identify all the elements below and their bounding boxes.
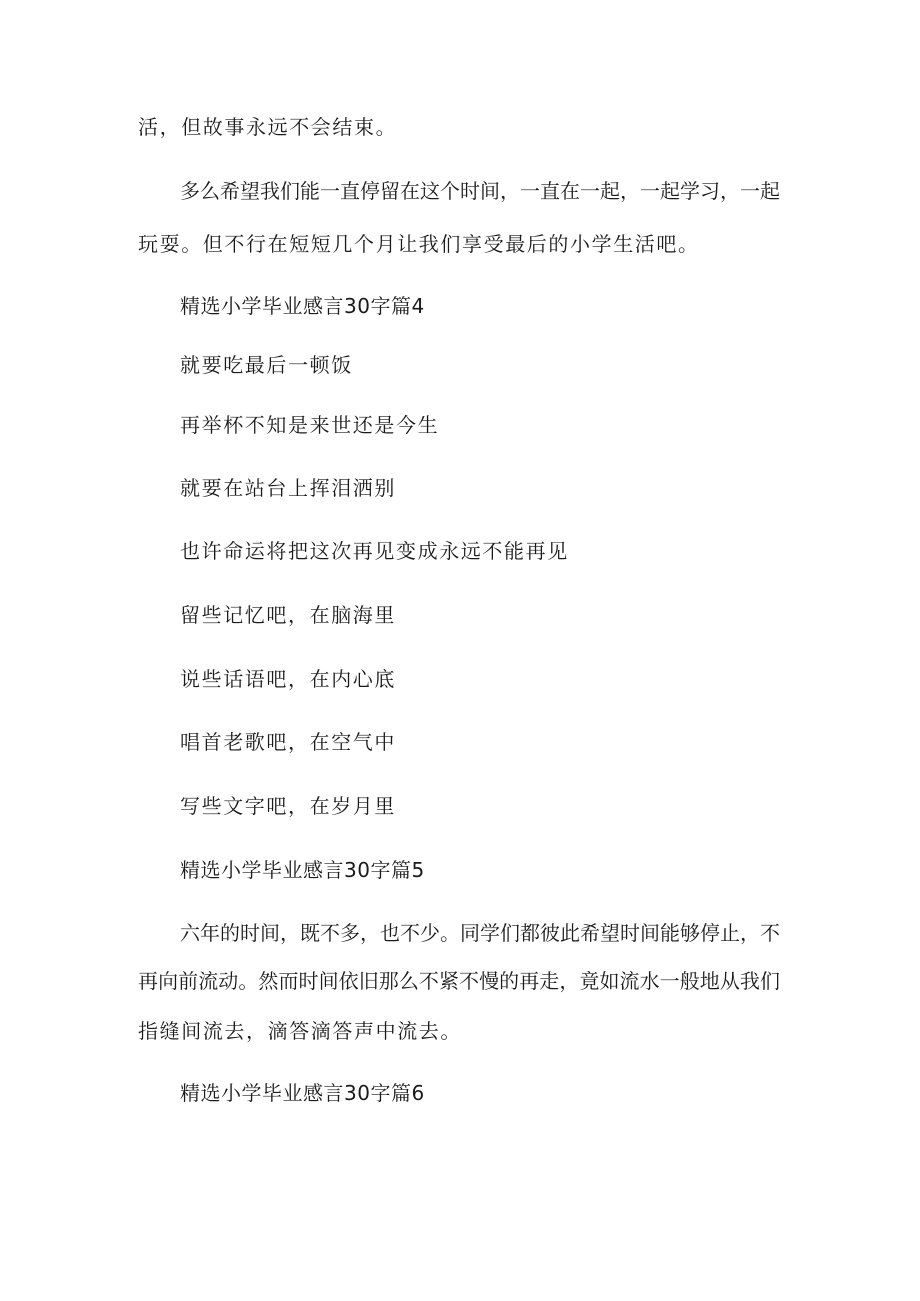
- section-heading: 精选小学毕业感言30字篇4: [180, 294, 425, 318]
- poem-line: 就要吃最后一顿饭: [180, 353, 353, 377]
- paragraph-line: 玩耍。但不行在短短几个月让我们享受最后的小学生活吧。: [138, 232, 700, 256]
- paragraph-line: 多么希望我们能一直停留在这个时间，一直在一起，一起学习，一起: [180, 179, 780, 203]
- section-heading: 精选小学毕业感言30字篇6: [180, 1081, 425, 1105]
- poem-line: 就要在站台上挥泪洒别: [180, 476, 396, 500]
- poem-line: 说些话语吧，在内心底: [180, 667, 396, 691]
- poem-line: 留些记忆吧，在脑海里: [180, 603, 396, 627]
- poem-line: 再举杯不知是来世还是今生: [180, 413, 440, 437]
- paragraph-line: 指缝间流去，滴答滴答声中流去。: [138, 1019, 462, 1043]
- paragraph-line: 六年的时间，既不多，也不少。同学们都彼此希望时间能够停止，不: [180, 921, 780, 945]
- paragraph-line: 再向前流动。然而时间依旧那么不紧不慢的再走，竟如流水一般地从我们: [138, 969, 780, 993]
- poem-line: 唱首老歌吧，在空气中: [180, 730, 396, 754]
- poem-line: 写些文字吧，在岁月里: [180, 794, 396, 818]
- paragraph-line: 活，但故事永远不会结束。: [138, 115, 398, 139]
- poem-line: 也许命运将把这次再见变成永远不能再见: [180, 539, 569, 563]
- section-heading: 精选小学毕业感言30字篇5: [180, 858, 425, 882]
